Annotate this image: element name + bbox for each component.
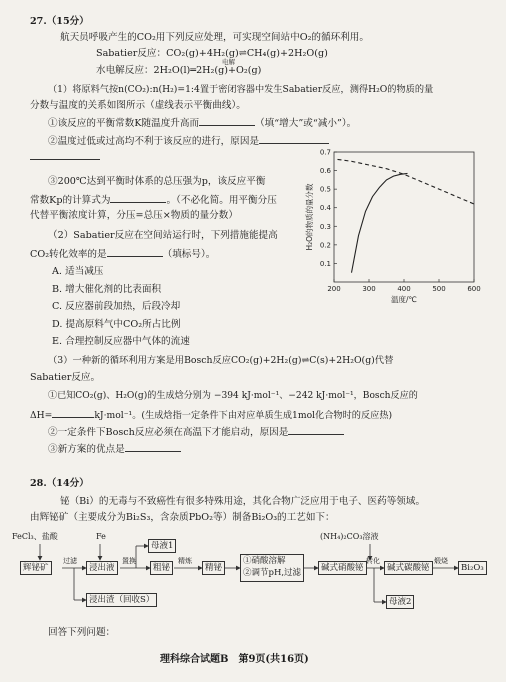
option-a: A. 适当减压 (52, 266, 104, 277)
x-tick-label: 300 (362, 285, 376, 293)
answer-blank-reason-cont[interactable] (30, 150, 100, 160)
q27-p2-text-c: （填标号）。 (162, 249, 216, 260)
q27-part1-sub2 (48, 134, 329, 148)
box-ore: 辉铋矿 (20, 561, 52, 575)
q27-header: 27.（15分） (30, 16, 89, 27)
box-dissolve-steps: ①硝酸溶解 ②调节pH,过滤 (240, 554, 304, 582)
y-tick-label: 0.4 (319, 204, 331, 213)
option-d: D. 提高原料气中CO₂所占比例 (52, 319, 181, 330)
step-refine: 精炼 (178, 557, 192, 565)
box-mother-liquor-2: 母液2 (386, 595, 414, 609)
q28-intro1: 铋（Bi）的无毒与不致癌性有很多特殊用途，其化合物广泛应用于电子、医药等领域。 (60, 496, 426, 507)
q27-part1-sub3-d: 代替平衡浓度计算，分压=总压×物质的量分数） (30, 210, 238, 221)
answer-blank-high-temp[interactable] (288, 425, 344, 435)
y-tick-label: 0.1 (319, 259, 331, 268)
q27-p3-q2-text: ②一定条件下Bosch反应必须在高温下才能启动，原因是 (48, 427, 289, 438)
y-tick-label: 0.2 (319, 241, 331, 250)
box-product-bi2o3: Bi₂O₃ (458, 561, 487, 575)
answer-blank-reason[interactable] (259, 134, 329, 144)
q27-part3-a: （3）一种新的循环利用方案是用Bosch反应CO₂(g)+2H₂(g)⇌C(s)+2H₂O(g)代替 (48, 355, 394, 366)
step-replace: 置换 (122, 557, 136, 565)
x-tick-label: 500 (432, 285, 446, 293)
q27-part1-line1: （1）将原料气按n(CO₂):n(H₂)=1:4置于密闭容器中发生Sabatier反应，测得H₂O的物质的量 (48, 84, 434, 95)
step-convert: 转化 (366, 557, 380, 565)
page-footer: 理科综合试题B 第9页(共16页) (160, 654, 309, 665)
q27-reaction1: Sabatier反应：CO₂(g)+4H₂(g)⇌CH₄(g)+2H₂O(g) (96, 48, 328, 59)
box-leach-liquid: 浸出液 (86, 561, 118, 575)
reagent-ammonium-carbonate: (NH₄)₂CO₃溶液 (320, 532, 379, 541)
y-tick-label: 0.3 (319, 222, 331, 231)
x-tick-label: 400 (397, 285, 411, 293)
q27-p1-q3-text-c: 。（不必化简。用平衡分压 (166, 195, 277, 206)
h2o-fraction-chart (300, 146, 480, 306)
box-mother-liquor-1: 母液1 (148, 539, 176, 553)
q27-p1-q2-text: ②温度过低或过高均不利于该反应的进行，原因是 (48, 136, 260, 147)
q27-intro: 航天员呼吸产生的CO₂用下列反应处理，可实现空间站中O₂的循环利用。 (60, 32, 369, 43)
q27-part1-sub1 (48, 116, 356, 130)
answer-blank-kp[interactable] (110, 193, 166, 203)
q27-reaction2: 水电解反应：2H₂O(l)═2H₂(g)+O₂(g) (96, 65, 262, 76)
y-tick-label: 0.6 (319, 167, 331, 176)
q27-p3-q1-text-b: ΔH= (30, 410, 53, 421)
q27-part1-sub3-a: ③200℃达到平衡时体系的总压强为p，该反应平衡 (48, 176, 266, 187)
answer-blank-options[interactable] (107, 247, 163, 257)
option-c: C. 反应器前段加热，后段冷却 (52, 301, 181, 312)
q27-reaction2-condition: 电解 (222, 58, 235, 66)
q27-part1-line2: 分数与温度的关系如图所示（虚线表示平衡曲线）。 (30, 100, 246, 111)
q27-p2-text-b: CO₂转化效率的是 (30, 249, 107, 260)
answer-blank-trend[interactable] (199, 116, 255, 126)
step-filter: 过滤 (63, 557, 77, 565)
q27-part3-sub1-a: ①已知CO₂(g)、H₂O(g)的生成焓分别为 −394 kJ·mol⁻¹、−242 kJ·mol⁻¹，Bosch反应的 (48, 391, 418, 401)
x-tick-label: 200 (327, 285, 341, 293)
q27-part1-sub3-b (30, 193, 277, 207)
q27-part2-b (30, 247, 215, 261)
equilibrium-curve-dashed (338, 159, 475, 204)
box-basic-carbonate: 碱式碳酸铋 (384, 561, 433, 575)
q28-answer-prompt: 回答下列问题： (48, 627, 116, 638)
q27-part3-sub2 (48, 425, 344, 439)
box-crude-bismuth: 粗铋 (150, 561, 173, 575)
option-e: E. 合理控制反应器中气体的流速 (52, 336, 190, 347)
q27-p1-q1-text-a: ①该反应的平衡常数K随温度升高而 (48, 118, 200, 129)
q28-header: 28.（14分） (30, 478, 89, 489)
y-tick-label: 0.7 (319, 148, 331, 157)
reagent-fe: Fe (96, 532, 106, 541)
y-axis-label: H₂O的物质的量分数 (305, 183, 314, 251)
measured-curve-solid (352, 173, 408, 272)
chart-frame (334, 152, 474, 282)
step-calcine: 煅烧 (434, 557, 448, 565)
box-leach-residue: 浸出渣（回收S） (86, 593, 157, 607)
answer-blank-advantage[interactable] (125, 442, 181, 452)
q27-part2-a: （2）Sabatier反应在空间站运行时，下列措施能提高 (48, 230, 278, 241)
answer-blank-dh[interactable] (52, 408, 94, 418)
q27-p3-q3-text: ③新方案的优点是 (48, 444, 125, 455)
q27-p1-q3-text-b: 常数Kp的计算式为 (30, 195, 111, 206)
q27-part3-sub3 (48, 442, 181, 456)
x-tick-label: 600 (467, 285, 481, 293)
reagent-fecl3-hcl: FeCl₃、盐酸 (12, 532, 58, 541)
y-tick-label: 0.5 (319, 185, 331, 194)
q27-part1-sub2-cont (30, 150, 100, 164)
q27-p1-q1-text-b: （填“增大”或“减小”）。 (255, 118, 357, 129)
box-refined-bismuth: 精铋 (202, 561, 225, 575)
q27-part3-sub1-b (30, 408, 392, 422)
q27-part3-b: Sabatier反应。 (30, 372, 101, 383)
process-flow-diagram (0, 530, 506, 630)
x-axis-label: 温度/℃ (391, 295, 417, 304)
box-basic-nitrate: 碱式硝酸铋 (318, 561, 367, 575)
q28-intro2: 由辉铋矿（主要成分为Bi₂S₃，含杂质PbO₂等）制备Bi₂O₃的工艺如下： (30, 512, 335, 523)
q27-p3-q1-text-c: kJ·mol⁻¹。(生成焓指一定条件下由对应单质生成1mol化合物时的反应热) (94, 410, 393, 421)
option-b: B. 增大催化剂的比表面积 (52, 284, 162, 295)
